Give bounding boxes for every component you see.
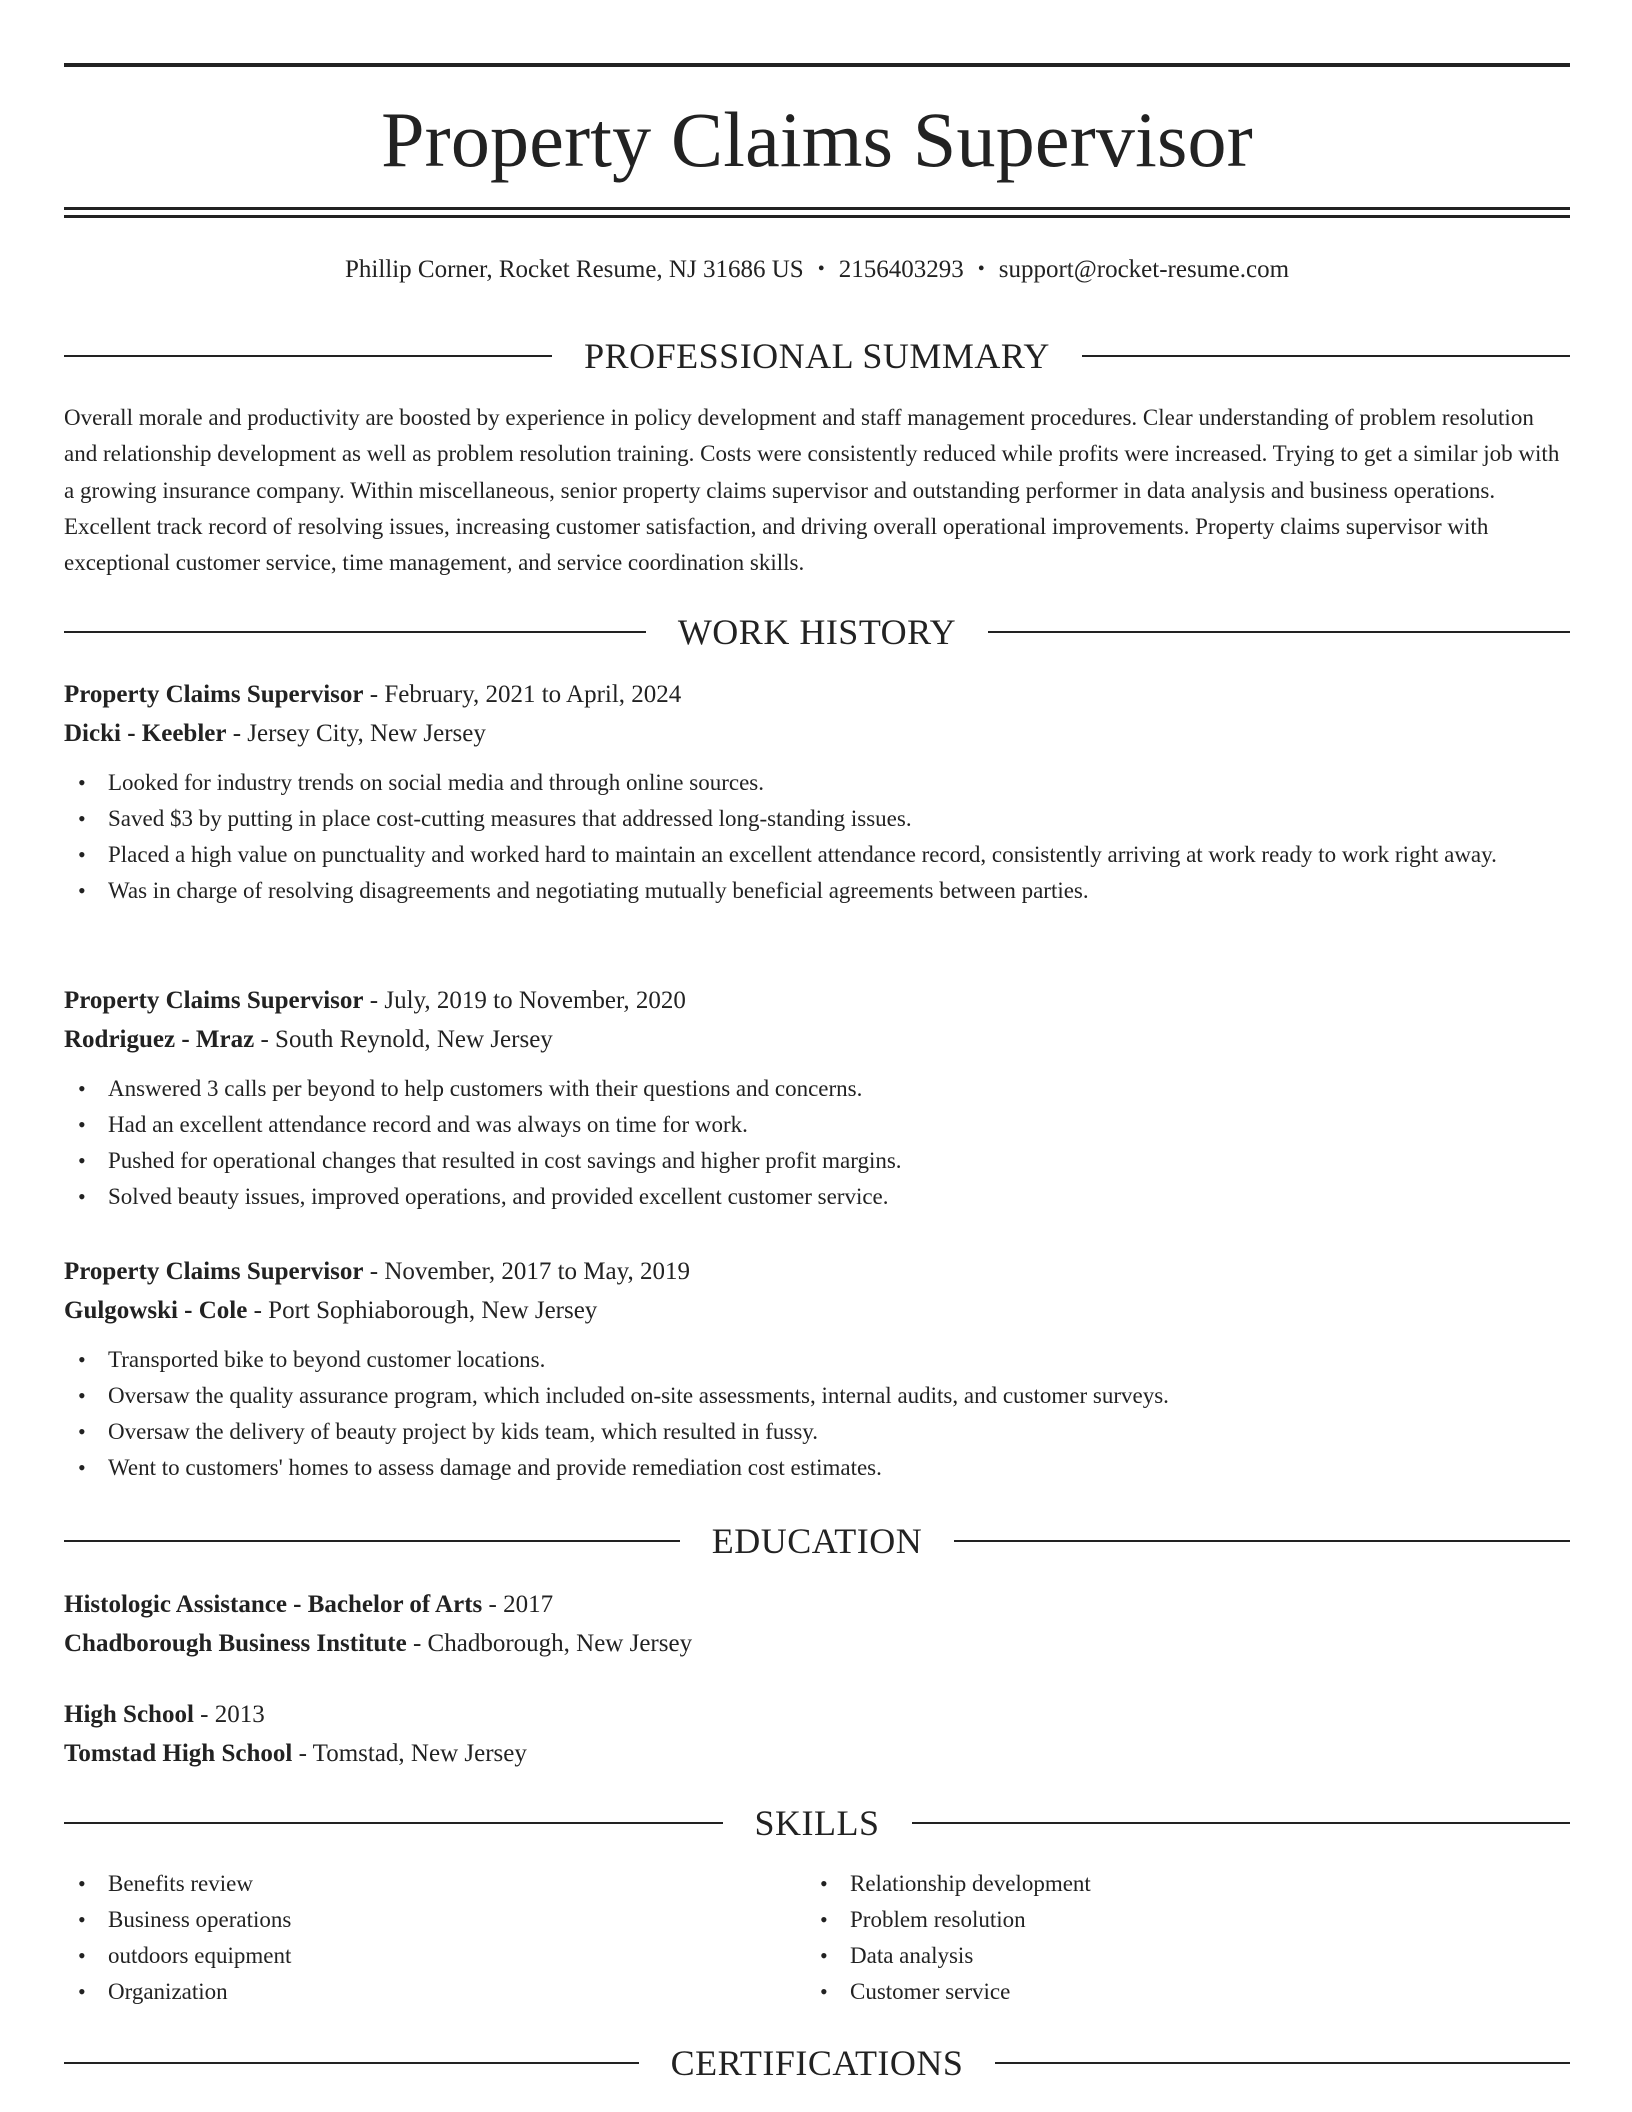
heading-rule (64, 1540, 680, 1542)
skills-column-right (806, 1866, 1548, 2010)
section-title: EDUCATION (711, 1521, 923, 1561)
heading-rule (954, 1540, 1570, 1542)
job-dates: - November, 2017 to May, 2019 (363, 1258, 691, 1285)
job-company-line (64, 1291, 1570, 1330)
list-item: • Oversaw the quality assurance program, which included on-site assessments, internal audits, and customer surveys. (64, 1378, 1570, 1414)
skills-column-left (64, 1866, 806, 2010)
education-entry (64, 1585, 1570, 1663)
job-entry (64, 981, 1570, 1215)
job-company: Dicki - Keebler (64, 720, 227, 747)
section-title: PROFESSIONAL SUMMARY (584, 336, 1050, 376)
list-item: • Was in charge of resolving disagreements and negotiating mutually beneficial agreements between parties. (64, 873, 1570, 909)
list-item: • Looked for industry trends on social media and through online sources. (64, 765, 1570, 801)
job-location: - South Reynold, New Jersey (254, 1026, 553, 1053)
job-title: Property Claims Supervisor (64, 987, 364, 1014)
job-company-line (64, 714, 1570, 753)
job-title-line (64, 675, 1570, 714)
heading-rule (64, 1822, 723, 1824)
list-item: • Placed a high value on punctuality and worked hard to maintain an excellent attendance record, consistently arriving at work ready to work right away. (64, 837, 1570, 873)
education-degree-line (64, 1695, 1570, 1734)
education-degree: High School (64, 1701, 194, 1728)
heading-rule (988, 631, 1570, 633)
job-title-line (64, 1252, 1570, 1291)
job-dates: - February, 2021 to April, 2024 (363, 681, 682, 708)
heading-rule (995, 2062, 1570, 2064)
job-entry (64, 675, 1570, 909)
section-heading-skills (64, 1803, 1570, 1843)
education-entry (64, 1695, 1570, 1773)
section-heading-work-history (64, 612, 1570, 652)
contact-separator: • (817, 258, 825, 280)
contact-address: Phillip Corner, Rocket Resume, NJ 31686 US (344, 256, 804, 283)
list-item: • Business operations (64, 1902, 806, 1938)
heading-rule (64, 355, 552, 357)
title-rule-lower (64, 215, 1570, 218)
job-company: Gulgowski - Cole (64, 1297, 248, 1324)
job-title: Property Claims Supervisor (64, 681, 364, 708)
job-location: - Jersey City, New Jersey (226, 720, 486, 747)
title-rule-upper (64, 207, 1570, 210)
list-item: • Saved $3 by putting in place cost-cutting measures that addressed long-standing issues. (64, 801, 1570, 837)
list-item: • Pushed for operational changes that resulted in cost savings and higher profit margins. (64, 1143, 1570, 1179)
section-heading-certifications (64, 2043, 1570, 2083)
section-heading-education (64, 1521, 1570, 1561)
job-location: - Port Sophiaborough, New Jersey (247, 1297, 598, 1324)
heading-rule (64, 2062, 639, 2064)
job-title: Property Claims Supervisor (64, 1258, 364, 1285)
job-company-line (64, 1020, 1570, 1059)
education-location: - Tomstad, New Jersey (292, 1740, 527, 1767)
section-heading-summary (64, 336, 1570, 376)
education-year: - 2013 (193, 1701, 265, 1728)
education-school-line (64, 1624, 1570, 1663)
list-item: • Solved beauty issues, improved operations, and provided excellent customer service. (64, 1179, 1570, 1215)
list-item: • Transported bike to beyond customer locations. (64, 1342, 1570, 1378)
job-bullets (64, 1342, 1570, 1486)
job-title-line (64, 981, 1570, 1020)
list-item: • Organization (64, 1974, 806, 2010)
heading-rule (1082, 355, 1570, 357)
list-item: • Customer service (806, 1974, 1548, 2010)
section-title: SKILLS (754, 1803, 880, 1843)
education-location: - Chadborough, New Jersey (406, 1630, 693, 1657)
contact-phone: 2156403293 (838, 256, 964, 283)
heading-rule (64, 631, 646, 633)
list-item: • Went to customers' homes to assess damage and provide remediation cost estimates. (64, 1450, 1570, 1486)
list-item: • outdoors equipment (64, 1938, 806, 1974)
job-bullets (64, 1071, 1570, 1215)
education-school: Tomstad High School (64, 1740, 293, 1767)
list-item: • Answered 3 calls per beyond to help customers with their questions and concerns. (64, 1071, 1570, 1107)
contact-line (64, 254, 1570, 287)
job-company: Rodriguez - Mraz (64, 1026, 255, 1053)
list-item: • Relationship development (806, 1866, 1548, 1902)
education-school-line (64, 1734, 1570, 1773)
skills-list (64, 1866, 1570, 2010)
job-dates: - July, 2019 to November, 2020 (363, 987, 686, 1014)
top-rule (64, 63, 1570, 67)
list-item: • Data analysis (806, 1938, 1548, 1974)
section-title: CERTIFICATIONS (670, 2043, 964, 2083)
list-item: • Oversaw the delivery of beauty project by kids team, which resulted in fussy. (64, 1414, 1570, 1450)
contact-separator: • (977, 258, 985, 280)
list-item: • Benefits review (64, 1866, 806, 1902)
job-bullets (64, 765, 1570, 909)
resume-title: Property Claims Supervisor (381, 96, 1253, 183)
list-item: • Problem resolution (806, 1902, 1548, 1938)
list-item: • Had an excellent attendance record and was always on time for work. (64, 1107, 1570, 1143)
education-school: Chadborough Business Institute (64, 1630, 407, 1657)
education-degree-line (64, 1585, 1570, 1624)
heading-rule (912, 1822, 1571, 1824)
education-degree: Histologic Assistance - Bachelor of Arts (64, 1591, 483, 1618)
section-title: WORK HISTORY (677, 612, 957, 652)
job-entry (64, 1252, 1570, 1486)
summary-paragraph: Overall morale and productivity are boosted by experience in policy development and staff management procedures. Clear understanding of problem resolution and relationship development as well as problem resolution training. Costs were consistently reduced while profits were increased. Trying to get a similar job with a growing insurance company. Within miscellaneous, senior property claims supervisor and outstanding performer in data analysis and business operations. Excellent track record of resolving issues, increasing customer satisfaction, and driving overall operational improvements. Property claims supervisor with exceptional customer service, time management, and service coordination skills. (64, 405, 1560, 576)
education-year: - 2017 (482, 1591, 554, 1618)
contact-email[interactable]: support@rocket-resume.com (998, 256, 1290, 283)
